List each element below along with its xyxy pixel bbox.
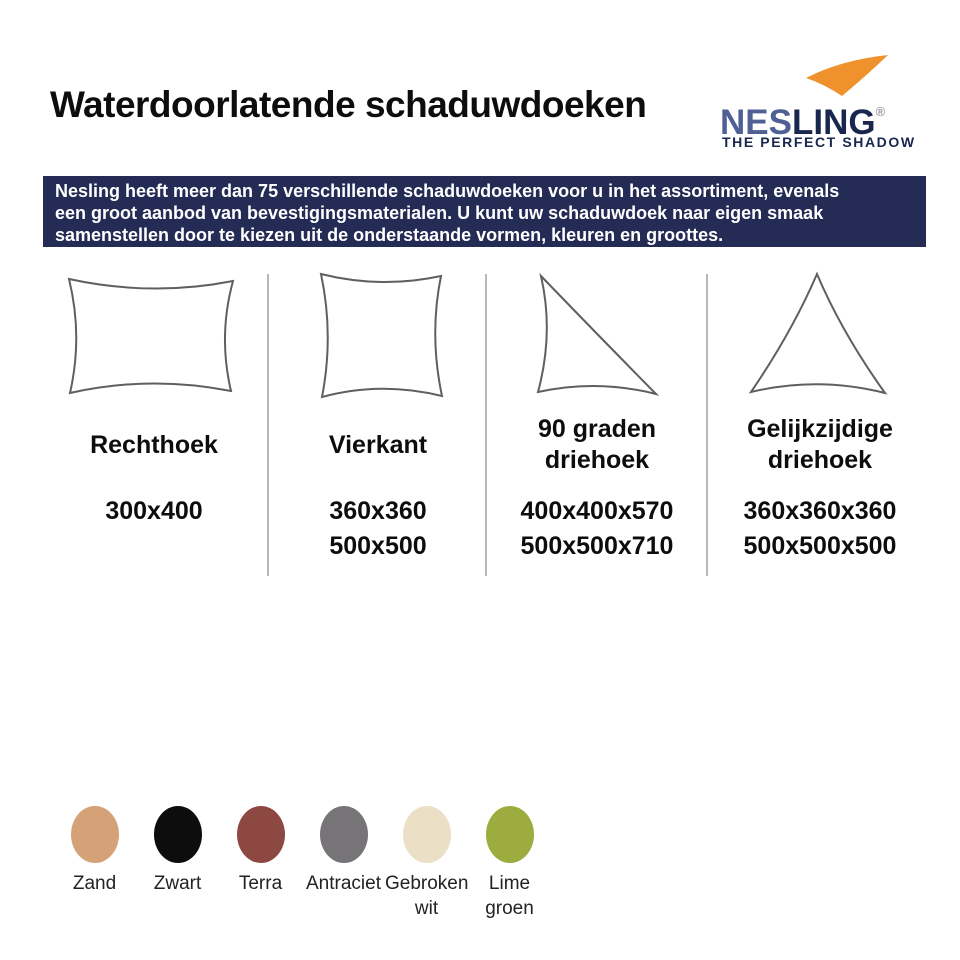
antraciet-swatch (320, 806, 368, 863)
equilateral-triangle-sail-shape (746, 270, 890, 398)
zwart-swatch (154, 806, 202, 863)
size-value: 500x500x710 (520, 532, 674, 560)
swatch-label: Zand (72, 873, 117, 894)
size-value: 400x400x570 (520, 497, 674, 525)
fabric-color-terra (219, 806, 302, 921)
fabric-color-lime-groen (468, 806, 551, 921)
fabric-color-antraciet (302, 806, 385, 921)
size-value: 360x360x360 (743, 497, 897, 525)
shape-name-90-graden-driehoek (488, 412, 706, 478)
gebroken-wit-swatch (403, 806, 451, 863)
swatch-label: Lime groen (485, 873, 534, 919)
shape-sizes-gelijkzijdige-driehoek (709, 494, 931, 564)
size-value: 300x400 (105, 497, 203, 525)
square-sail-shape (316, 268, 446, 400)
rectangle-sail-shape (64, 272, 238, 396)
intro-banner-line: samenstellen door te kiezen uit de onderstaande vormen, kleuren en groottes. (55, 225, 724, 245)
shape-name-line: driehoek (544, 446, 650, 474)
equilateral-triangle-sail-outline (751, 274, 885, 393)
shape-name-rechthoek (40, 412, 268, 478)
lime-groen-swatch (486, 806, 534, 863)
rectangle-sail-outline (69, 279, 233, 393)
page-title: Waterdoorlatende schaduwdoeken (50, 84, 647, 125)
swatch-label: Antraciet (306, 873, 381, 894)
swatch-label: Gebroken wit (385, 873, 469, 919)
fabric-color-zand (53, 806, 136, 921)
shape-name-line: Vierkant (328, 430, 428, 459)
size-value: 500x500x500 (743, 532, 897, 560)
size-value: 360x360 (329, 497, 427, 525)
fabric-color-row (53, 806, 551, 921)
size-value: 500x500 (329, 532, 427, 560)
sail-shape (806, 55, 888, 96)
shape-sizes-vierkant (270, 494, 486, 564)
logo-tagline: THE PERFECT SHADOW (722, 134, 916, 150)
intro-banner-line: een groot aanbod van bevestigingsmaterialen. U kunt uw schaduwdoek naar eigen smaak (55, 203, 824, 223)
terra-swatch (237, 806, 285, 863)
right-triangle-sail-shape (530, 272, 660, 398)
shape-sizes-90-graden-driehoek (488, 494, 706, 564)
swatch-label: Terra (238, 873, 283, 894)
shape-name-line: 90 graden (537, 415, 657, 443)
square-sail-outline (321, 274, 442, 397)
brand-part1: NES (720, 103, 792, 142)
shape-sizes-rechthoek (40, 494, 268, 529)
zand-swatch (71, 806, 119, 863)
shape-name-gelijkzijdige-driehoek (709, 412, 931, 478)
column-divider (706, 274, 708, 576)
fabric-color-gebroken-wit (385, 806, 468, 921)
swatch-label: Zwart (153, 873, 202, 894)
brand-part2: LING (791, 103, 876, 142)
right-triangle-sail-outline (538, 276, 656, 394)
intro-banner-line: Nesling heeft meer dan 75 verschillende schaduwdoeken voor u in het assortiment, evenals (55, 181, 840, 201)
shape-name-line: Gelijkzijdige (747, 415, 893, 443)
shape-name-line: driehoek (767, 446, 873, 474)
registered-mark: ® (875, 104, 886, 119)
shape-name-vierkant (270, 412, 486, 478)
intro-banner (43, 176, 926, 247)
fabric-color-zwart (136, 806, 219, 921)
shape-name-line: Rechthoek (90, 430, 218, 459)
